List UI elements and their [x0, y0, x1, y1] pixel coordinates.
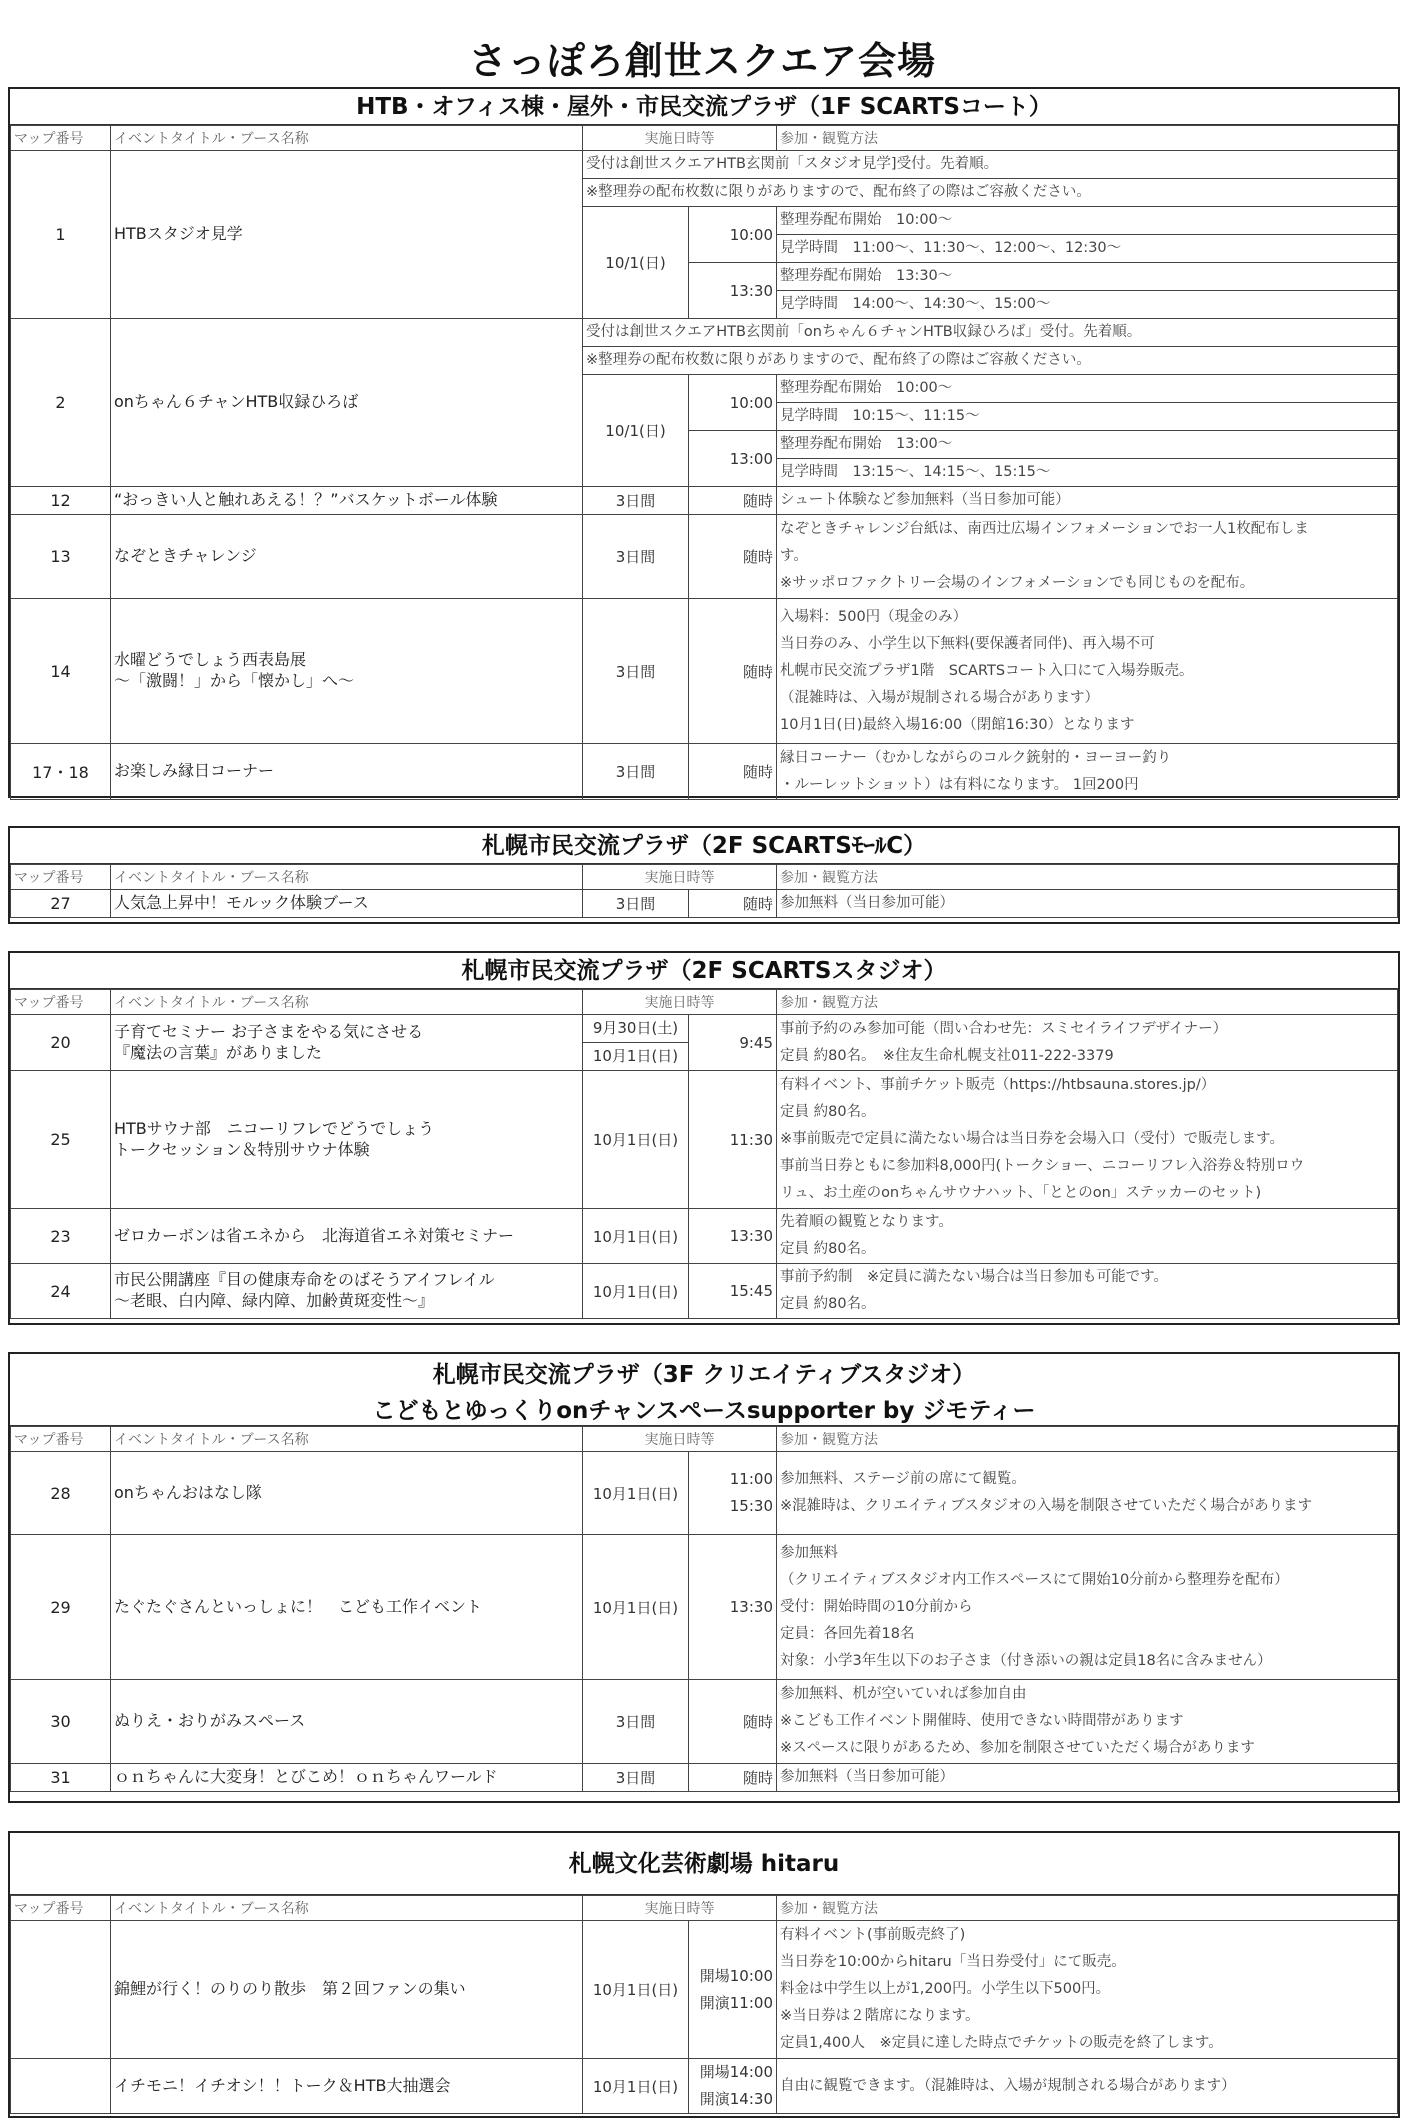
method-line: 事前予約のみ参加可能（問い合わせ先：スミセイライフデザイナー）	[780, 1020, 1228, 1037]
method-line: 対象：小学3年生以下のお子さま（付き添いの親は定員18名に含みません）	[780, 1652, 1272, 1669]
event-time-line: 開演11:00	[699, 1993, 773, 2012]
map-number: 1	[11, 151, 111, 319]
method-text	[777, 1535, 1398, 1680]
map-number: 13	[11, 515, 111, 599]
slot-line: 見学時間 14:00～、14:30～、15:00～	[777, 291, 1398, 319]
section-heading-line: 札幌市民交流プラザ（3F クリエイティブスタジオ）	[432, 1362, 976, 1388]
event-title: たぐたぐさんといっしょに！ こども工作イベント	[111, 1535, 583, 1680]
schedule-table	[10, 1426, 1398, 1792]
col-header-method: 参加・観覧方法	[777, 990, 1398, 1015]
event-title-line: 『魔法の言葉』がありました	[114, 1042, 323, 1062]
method-line: 定員 約80名。	[780, 1296, 876, 1312]
method-line: ※こども工作イベント開催時、使用できない時間帯があります	[780, 1713, 1184, 1729]
slot-line: 整理券配布開始 10:00～	[777, 207, 1398, 235]
table-row	[11, 1264, 1398, 1319]
ticket-note: ※整理券の配布枚数に限りがありますので、配布終了の際はご容赦ください。	[583, 179, 1398, 207]
col-header-map: マップ番号	[11, 1896, 111, 1921]
col-header-map: マップ番号	[11, 1427, 111, 1452]
table-row	[11, 515, 1398, 599]
event-time: 随時	[689, 487, 777, 515]
method-text	[777, 1071, 1398, 1209]
event-date: 10月1日(日)	[583, 1452, 689, 1535]
method-line: 先着順の観覧となります。	[780, 1214, 953, 1230]
event-title	[111, 1264, 583, 1319]
page-title: さっぽろ創世スクエア会場	[468, 39, 937, 83]
schedule-table	[10, 989, 1398, 1319]
table-row	[11, 1209, 1398, 1264]
col-header-date: 実施日時等	[583, 990, 777, 1015]
event-date-line: 10月1日(日)	[592, 1047, 679, 1065]
event-time: 9:45	[689, 1015, 777, 1071]
event-title-line: ～老眼、白内障、緑内障、加齢黄斑変性～』	[114, 1291, 435, 1310]
method-text	[777, 1921, 1398, 2059]
event-title-line: ～「激闘！」から「懐かし」へ～	[114, 671, 355, 690]
section-creative-studio	[8, 1352, 1400, 1803]
method-text	[777, 1209, 1398, 1264]
method-line: 10月1日(日)最終入場16:00（閉館16:30）となります	[780, 716, 1135, 733]
event-time: 随時	[689, 515, 777, 599]
event-date: 10月1日(日)	[583, 1921, 689, 2059]
event-date: 10月1日(日)	[583, 1209, 689, 1264]
col-header-method: 参加・観覧方法	[777, 865, 1398, 890]
method-line: ※混雑時は、クリエイティブスタジオの入場を制限させていただく場合があります	[780, 1498, 1313, 1514]
event-time: 随時	[689, 1764, 777, 1792]
event-date: 10月1日(日)	[583, 1535, 689, 1680]
method-line: ※スペースに限りがあるため、参加を制限させていただく場合があります	[780, 1740, 1255, 1756]
reception-note: 受付は創世スクエアHTB玄関前「onちゃん６チャンHTB収録ひろば」受付。先着順。	[583, 319, 1398, 347]
slot-line: 整理券配布開始 13:30～	[777, 263, 1398, 291]
table-row	[11, 2059, 1398, 2114]
event-time: 13:30	[689, 263, 777, 319]
map-number: 20	[11, 1015, 111, 1071]
method-line: 定員 約80名。	[780, 1104, 876, 1120]
event-date: 10月1日(日)	[583, 2059, 689, 2114]
table-row	[11, 151, 1398, 179]
method-line: 定員 約80名。	[780, 1241, 876, 1257]
slot-line: 見学時間 10:15～、11:15～	[777, 403, 1398, 431]
event-title: ぬりえ・おりがみスペース	[111, 1680, 583, 1764]
method-text	[777, 515, 1398, 599]
schedule-table	[10, 1895, 1398, 2114]
method-line: す。	[780, 548, 808, 564]
method-line: 縁日コーナー（むかしながらのコルク銃射的・ヨーヨー釣り	[780, 749, 1172, 766]
table-row	[11, 1680, 1398, 1764]
map-number: 27	[11, 890, 111, 918]
table-row	[11, 1535, 1398, 1680]
map-number: 2	[11, 319, 111, 487]
map-number: 30	[11, 1680, 111, 1764]
section-heading: 札幌市民交流プラザ（2F SCARTSスタジオ）	[10, 953, 1398, 989]
event-time: 13:00	[689, 431, 777, 487]
slot-line: 見学時間 11:00～、11:30～、12:00～、12:30～	[777, 235, 1398, 263]
event-time	[689, 1921, 777, 2059]
table-row	[11, 744, 1398, 800]
schedule-table	[10, 125, 1398, 800]
table-header-row	[11, 865, 1398, 890]
method-line: 料金は中学生以上が1,200円。小学生以下500円。	[780, 1981, 1111, 1997]
event-date: 10月1日(日)	[583, 1071, 689, 1209]
event-title-line: 水曜どうでしょう西表島展	[114, 650, 307, 670]
method-line: 定員1,400人 ※定員に達した時点でチケットの販売を終了します。	[780, 2035, 1223, 2051]
event-title-line: HTBサウナ部 ニコーリフレでどうでしょう	[114, 1118, 435, 1138]
event-date: 3日間	[583, 890, 689, 918]
event-time-line: 開演14:30	[699, 2090, 773, 2108]
method-text: 参加無料（当日参加可能）	[777, 890, 1398, 918]
col-header-method: 参加・観覧方法	[777, 126, 1398, 151]
event-title	[111, 599, 583, 744]
event-time: 10:00	[689, 207, 777, 263]
section-heading	[10, 1354, 1398, 1426]
method-line: 当日券を10:00からhitaru「当日券受付」にて販売。	[780, 1954, 1126, 1970]
event-title: なぞときチャレンジ	[111, 515, 583, 599]
table-row	[11, 1452, 1398, 1535]
method-text	[777, 1680, 1398, 1764]
section-scarts-studio	[8, 951, 1400, 1325]
event-title: お楽しみ縁日コーナー	[111, 744, 583, 800]
col-header-title: イベントタイトル・ブース名称	[111, 1427, 583, 1452]
col-header-date: 実施日時等	[583, 1427, 777, 1452]
method-line: ※事前販売で定員に満たない場合は当日券を会場入口（受付）で販売します。	[780, 1131, 1284, 1147]
method-line: リュ、お土産のonちゃんサウナハット、「ととのon」ステッカーのセット)	[780, 1185, 1262, 1201]
event-date: 3日間	[583, 1764, 689, 1792]
event-time-line: 開場10:00	[699, 1966, 773, 1985]
map-number: 12	[11, 487, 111, 515]
event-date: 3日間	[583, 1680, 689, 1764]
event-time-line: 11:00	[729, 1470, 773, 1488]
col-header-method: 参加・観覧方法	[777, 1427, 1398, 1452]
col-header-date: 実施日時等	[583, 1896, 777, 1921]
col-header-map: マップ番号	[11, 990, 111, 1015]
table-row	[11, 1071, 1398, 1209]
map-number: 28	[11, 1452, 111, 1535]
event-date: 10月1日(日)	[583, 1264, 689, 1319]
event-date: 3日間	[583, 487, 689, 515]
method-line: ・ルーレットショット）は有料になります。 1回200円	[780, 776, 1139, 793]
event-date: 3日間	[583, 599, 689, 744]
col-header-map: マップ番号	[11, 126, 111, 151]
table-row	[11, 1921, 1398, 2059]
event-time: 随時	[689, 599, 777, 744]
method-line: 事前当日券ともに参加料8,000円(トークショー、ニコーリフレ入浴券＆特別ロウ	[780, 1158, 1305, 1174]
event-date: 10/1(日)	[583, 207, 689, 319]
method-line: 定員：各回先着18名	[780, 1625, 915, 1642]
event-time	[689, 1452, 777, 1535]
method-line: 参加無料	[780, 1544, 838, 1561]
event-time: 13:30	[689, 1535, 777, 1680]
col-header-title: イベントタイトル・ブース名称	[111, 865, 583, 890]
method-text	[777, 599, 1398, 744]
col-header-title: イベントタイトル・ブース名称	[111, 990, 583, 1015]
reception-note: 受付は創世スクエアHTB玄関前「スタジオ見学]受付。先着順。	[583, 151, 1398, 179]
col-header-method: 参加・観覧方法	[777, 1896, 1398, 1921]
event-title: onちゃんおはなし隊	[111, 1452, 583, 1535]
method-line: 受付：開始時間の10分前から	[780, 1598, 973, 1615]
table-row	[11, 599, 1398, 744]
event-time-line: 開場14:00	[699, 2063, 773, 2081]
event-title	[111, 1071, 583, 1209]
map-number: 14	[11, 599, 111, 744]
method-text: シュート体験など参加無料（当日参加可能）	[777, 487, 1398, 515]
method-text: 自由に観覧できます。（混雑時は、入場が規制される場合があります）	[777, 2059, 1398, 2114]
section-heading: 札幌市民交流プラザ（2F SCARTSﾓｰﾙC）	[10, 828, 1398, 864]
map-number: 17・18	[11, 744, 111, 800]
method-line: （混雑時は、入場が規制される場合があります）	[780, 689, 1099, 706]
event-title-line: トークセッション＆特別サウナ体験	[114, 1139, 370, 1159]
method-text	[777, 744, 1398, 800]
col-header-title: イベントタイトル・ブース名称	[111, 1896, 583, 1921]
table-header-row	[11, 1896, 1398, 1921]
slot-line: 整理券配布開始 13:00～	[777, 431, 1398, 459]
slot-line: 見学時間 13:15～、14:15～、15:15～	[777, 459, 1398, 487]
map-number: 25	[11, 1071, 111, 1209]
map-number	[11, 2059, 111, 2114]
col-header-date: 実施日時等	[583, 865, 777, 890]
method-line: 事前予約制 ※定員に満たない場合は当日参加も可能です。	[780, 1269, 1168, 1285]
section-scarts-mall	[8, 826, 1400, 924]
event-time-line: 15:30	[729, 1497, 773, 1515]
event-title: ゼロカーボンは省エネから 北海道省エネ対策セミナー	[111, 1209, 583, 1264]
section-heading-line: こどもとゆっくりonチャンスペースsupporter by ジモティー	[372, 1398, 1036, 1424]
method-line: 札幌市民交流プラザ1階 SCARTSコート入口にて入場券販売。	[780, 662, 1194, 679]
table-header-row	[11, 126, 1398, 151]
method-line: 有料イベント(事前販売終了)	[780, 1927, 966, 1943]
method-text	[777, 1452, 1398, 1535]
event-title: HTBスタジオ見学	[111, 151, 583, 319]
event-date	[583, 1015, 689, 1071]
event-title: 錦鯉が行く！のりのり散歩 第２回ファンの集い	[111, 1921, 583, 2059]
col-header-date: 実施日時等	[583, 126, 777, 151]
event-time	[689, 2059, 777, 2114]
table-header-row	[11, 990, 1398, 1015]
event-date: 3日間	[583, 515, 689, 599]
method-line: （クリエイティブスタジオ内工作スペースにて開始10分前から整理券を配布）	[780, 1571, 1289, 1588]
event-time: 13:30	[689, 1209, 777, 1264]
map-number	[11, 1921, 111, 2059]
method-text: 参加無料（当日参加可能）	[777, 1764, 1398, 1792]
table-row	[11, 487, 1398, 515]
event-title: イチモニ！イチオシ！！トーク＆HTB大抽選会	[111, 2059, 583, 2114]
table-row	[11, 890, 1398, 918]
event-time: 随時	[689, 1680, 777, 1764]
event-time: 随時	[689, 744, 777, 800]
method-text	[777, 1015, 1398, 1071]
event-date: 10/1(日)	[583, 375, 689, 487]
event-title: “おっきい人と触れあえる！？”バスケットボール体験	[111, 487, 583, 515]
section-hitaru	[8, 1831, 1400, 2118]
method-line: 当日券のみ、小学生以下無料(要保護者同伴)、再入場不可	[780, 635, 1155, 652]
table-row	[11, 1764, 1398, 1792]
map-number: 24	[11, 1264, 111, 1319]
map-number: 29	[11, 1535, 111, 1680]
slot-line: 整理券配布開始 10:00～	[777, 375, 1398, 403]
method-text	[777, 1264, 1398, 1319]
event-title: onちゃん６チャンHTB収録ひろば	[111, 319, 583, 487]
col-header-map: マップ番号	[11, 865, 111, 890]
method-line: ※当日券は２階席になります。	[780, 2008, 980, 2024]
event-time: 随時	[689, 890, 777, 918]
section-htb	[8, 87, 1400, 798]
method-line: 参加無料、机が空いていれば参加自由	[780, 1686, 1027, 1702]
event-date-line: 9月30日(土)	[583, 1015, 688, 1043]
section-heading: HTB・オフィス棟・屋外・市民交流プラザ（1F SCARTSコート）	[10, 89, 1398, 125]
method-line: なぞときチャレンジ台紙は、南西辻広場インフォメーションでお一人1枚配布しま	[780, 521, 1309, 537]
event-title: ｏｎちゃんに大変身！とびこめ！ｏｎちゃんワールド	[111, 1764, 583, 1792]
ticket-note: ※整理券の配布枚数に限りがありますので、配布終了の際はご容赦ください。	[583, 347, 1398, 375]
event-time: 15:45	[689, 1264, 777, 1319]
col-header-title: イベントタイトル・ブース名称	[111, 126, 583, 151]
event-date: 3日間	[583, 744, 689, 800]
event-time: 11:30	[689, 1071, 777, 1209]
method-line: 入場料：500円（現金のみ）	[780, 608, 968, 625]
event-title: 人気急上昇中！モルック体験ブース	[111, 890, 583, 918]
event-time: 10:00	[689, 375, 777, 431]
schedule-table	[10, 864, 1398, 918]
method-line: 有料イベント、事前チケット販売（https://htbsauna.stores.jp/）	[780, 1077, 1216, 1093]
table-header-row	[11, 1427, 1398, 1452]
event-title-line: 子育てセミナー お子さまをやる気にさせる	[114, 1021, 424, 1041]
map-number: 31	[11, 1764, 111, 1792]
method-line: 定員 約80名。 ※住友生命札幌支社011-222-3379	[780, 1047, 1114, 1064]
event-title	[111, 1015, 583, 1071]
event-title-line: 市民公開講座『目の健康寿命をのばそうアイフレイル	[114, 1270, 495, 1290]
method-line: 参加無料、ステージ前の席にて観覧。	[780, 1471, 1026, 1487]
table-row	[11, 319, 1398, 347]
method-line: ※サッポロファクトリー会場のインフォメーションでも同じものを配布。	[780, 575, 1255, 591]
section-heading: 札幌文化芸術劇場 hitaru	[10, 1833, 1398, 1895]
table-row	[11, 1015, 1398, 1071]
map-number: 23	[11, 1209, 111, 1264]
